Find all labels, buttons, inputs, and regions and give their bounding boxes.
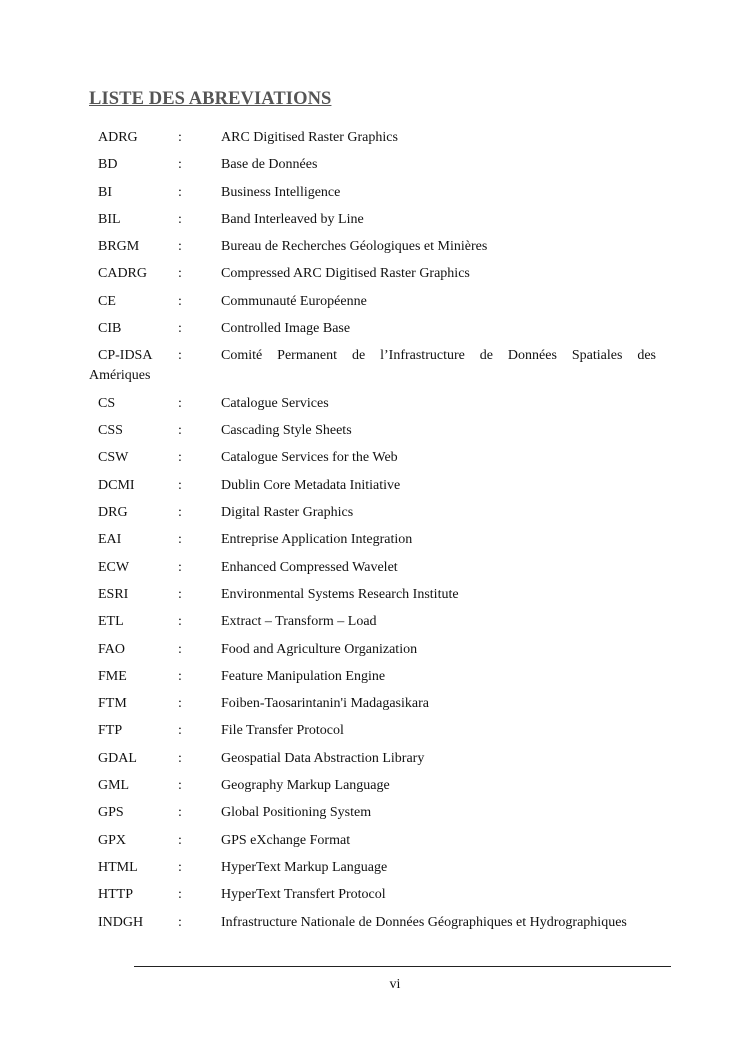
- list-item: [89, 694, 656, 721]
- separator: :: [178, 832, 182, 848]
- separator: :: [178, 423, 182, 439]
- separator: :: [178, 887, 182, 903]
- definition: Enhanced Compressed Wavelet: [221, 559, 398, 575]
- abbreviation: ETL: [98, 614, 124, 630]
- separator: :: [178, 723, 182, 739]
- separator: :: [178, 321, 182, 337]
- definition: HyperText Markup Language: [221, 859, 388, 875]
- abbreviation: GDAL: [98, 750, 137, 766]
- list-item: [89, 319, 656, 346]
- abbreviation: BIL: [98, 211, 121, 227]
- list-item: [89, 913, 656, 940]
- separator: :: [178, 184, 182, 200]
- abbreviation: DRG: [98, 505, 128, 521]
- definition: Bureau de Recherches Géologiques et Minières: [221, 239, 488, 255]
- definition: Compressed ARC Digitised Raster Graphics: [221, 266, 470, 282]
- separator: :: [178, 130, 182, 145]
- list-item: [89, 858, 656, 885]
- list-item: [89, 831, 656, 858]
- page-title: LISTE DES ABREVIATIONS: [89, 89, 332, 109]
- definition: Entreprise Application Integration: [221, 532, 413, 548]
- abbreviation: CSS: [98, 423, 123, 439]
- definition: Communauté Européenne: [221, 293, 367, 309]
- separator: :: [178, 293, 182, 309]
- abbreviation: FTP: [98, 723, 123, 739]
- separator: :: [178, 505, 182, 521]
- abbreviation: CS: [98, 395, 116, 411]
- page-number: vi: [389, 977, 401, 992]
- separator: :: [178, 614, 182, 630]
- definition: Controlled Image Base: [221, 321, 351, 337]
- separator: :: [178, 859, 182, 875]
- definition: Comité Permanent de l’Infrastructure de Données Spatiales des: [221, 348, 656, 364]
- list-item: [89, 721, 656, 748]
- list-item: [89, 394, 656, 421]
- list-item: [89, 448, 656, 475]
- separator: :: [178, 559, 182, 575]
- list-item: [89, 803, 656, 830]
- definition: Cascading Style Sheets: [221, 423, 352, 439]
- separator: :: [178, 239, 182, 255]
- list-item: [89, 421, 656, 448]
- abbreviation: BD: [98, 157, 118, 173]
- abbreviation: CIB: [98, 321, 122, 337]
- definition: Catalogue Services: [221, 395, 329, 411]
- abbreviation: EAI: [98, 532, 122, 548]
- list-item: [89, 776, 656, 803]
- definition: Catalogue Services for the Web: [221, 450, 398, 466]
- abbreviation: BI: [98, 184, 112, 200]
- definition: Base de Données: [221, 157, 318, 173]
- separator: :: [178, 266, 182, 282]
- abbreviation: GPS: [98, 805, 124, 821]
- list-item: [89, 885, 656, 912]
- list-item: [89, 183, 656, 210]
- definition: Geography Markup Language: [221, 778, 390, 794]
- abbreviation: CE: [98, 293, 116, 309]
- separator: :: [178, 532, 182, 548]
- list-item: [89, 210, 656, 237]
- abbreviation: INDGH: [98, 914, 144, 930]
- separator: :: [178, 348, 182, 364]
- abbreviation: HTTP: [98, 887, 133, 903]
- definition-continuation: Amériques: [89, 368, 151, 384]
- list-item: [89, 749, 656, 776]
- definition: Infrastructure Nationale de Données Géographiques et Hydrographiques: [221, 914, 627, 930]
- list-item: [89, 558, 656, 585]
- separator: :: [178, 750, 182, 766]
- abbreviation: ECW: [98, 559, 130, 575]
- separator: :: [178, 395, 182, 411]
- abbreviation: CADRG: [98, 266, 148, 282]
- definition: Digital Raster Graphics: [221, 505, 354, 521]
- separator: :: [178, 668, 182, 684]
- list-item: [89, 128, 656, 155]
- abbreviation: FME: [98, 668, 127, 684]
- separator: :: [178, 477, 182, 493]
- definition: Environmental Systems Research Institute: [221, 586, 459, 602]
- abbreviation: CP-IDSA: [98, 348, 153, 364]
- list-item: [89, 346, 656, 394]
- abbreviation: DCMI: [98, 477, 135, 493]
- separator: :: [178, 696, 182, 712]
- abbreviation: ADRG: [98, 130, 138, 145]
- separator: :: [178, 586, 182, 602]
- definition: Food and Agriculture Organization: [221, 641, 418, 657]
- definition: Extract – Transform – Load: [221, 614, 377, 630]
- abbreviation: HTML: [98, 859, 138, 875]
- abbreviation: FTM: [98, 696, 127, 712]
- definition: Feature Manipulation Engine: [221, 668, 386, 684]
- list-item: [89, 530, 656, 557]
- list-item: [89, 292, 656, 319]
- list-item: [89, 237, 656, 264]
- definition: Global Positioning System: [221, 805, 372, 821]
- separator: :: [178, 778, 182, 794]
- list-item: [89, 476, 656, 503]
- definition: Foiben-Taosarintanin'i Madagasikara: [221, 696, 429, 712]
- footer-divider: [134, 966, 671, 967]
- separator: :: [178, 805, 182, 821]
- definition: ARC Digitised Raster Graphics: [221, 130, 398, 145]
- separator: :: [178, 914, 182, 930]
- list-item: [89, 585, 656, 612]
- definition: GPS eXchange Format: [221, 832, 351, 848]
- definition: Geospatial Data Abstraction Library: [221, 750, 425, 766]
- abbreviation: BRGM: [98, 239, 140, 255]
- definition: Band Interleaved by Line: [221, 211, 364, 227]
- abbreviation: CSW: [98, 450, 129, 466]
- definition: File Transfer Protocol: [221, 723, 344, 739]
- separator: :: [178, 450, 182, 466]
- abbreviation: FAO: [98, 641, 125, 657]
- list-item: [89, 667, 656, 694]
- list-item: [89, 640, 656, 667]
- abbreviation: ESRI: [98, 586, 129, 602]
- list-item: [89, 612, 656, 639]
- definition: Business Intelligence: [221, 184, 341, 200]
- abbreviation: GPX: [98, 832, 127, 848]
- list-item: [89, 155, 656, 182]
- separator: :: [178, 211, 182, 227]
- separator: :: [178, 157, 182, 173]
- abbreviation-list: [89, 128, 656, 940]
- list-item: [89, 264, 656, 291]
- abbreviation: GML: [98, 778, 130, 794]
- definition: HyperText Transfert Protocol: [221, 887, 386, 903]
- definition: Dublin Core Metadata Initiative: [221, 477, 401, 493]
- list-item: [89, 503, 656, 530]
- separator: :: [178, 641, 182, 657]
